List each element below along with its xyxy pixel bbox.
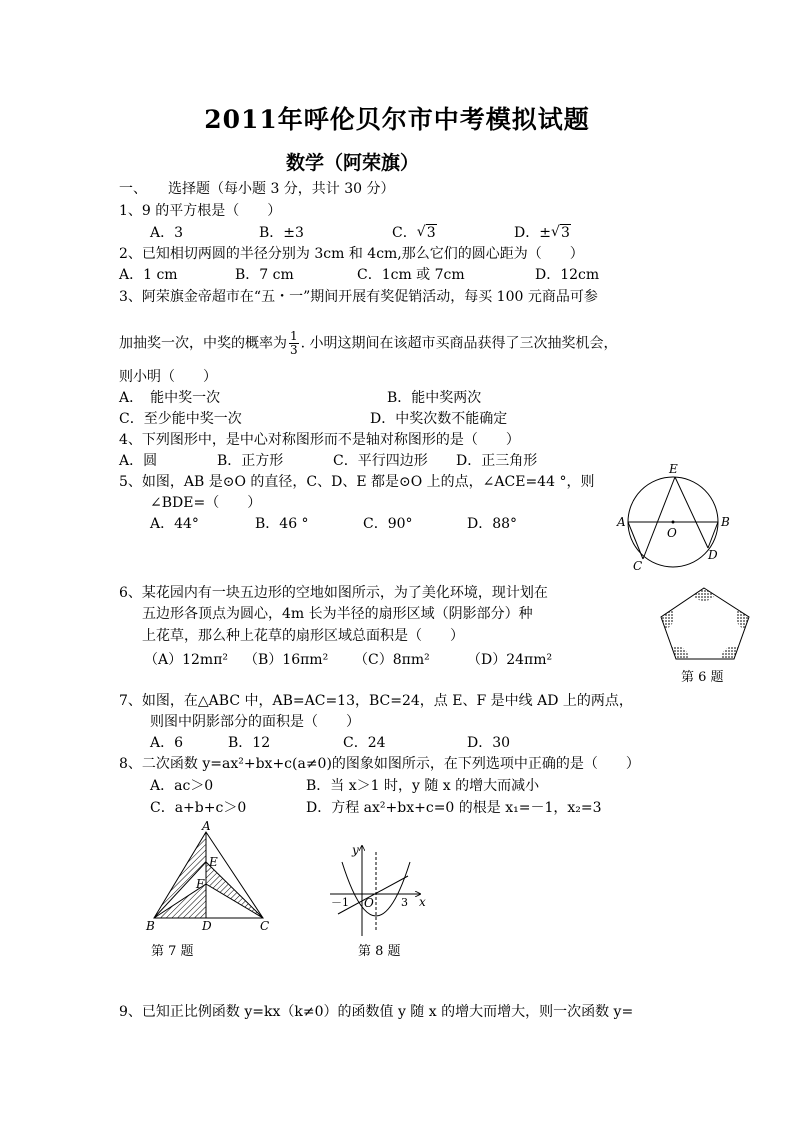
q2-option-b: B．7 cm: [235, 267, 294, 283]
center-point: [672, 521, 675, 524]
segment-ce: [206, 862, 263, 918]
q6-line-3: 上花草，那么种上花草的扇形区域总面积是（ ）: [142, 628, 464, 644]
label-a: A: [617, 515, 626, 529]
label-d: D: [202, 919, 212, 933]
section-heading: 选择题（每小题 3 分，共计 30 分）: [168, 181, 395, 197]
q7-option-c: C．24: [343, 735, 386, 751]
q2-option-a: A．1 cm: [119, 267, 178, 283]
label-d: D: [708, 548, 718, 562]
q1-option-a: A．3: [150, 225, 184, 241]
label-y: y: [352, 843, 359, 857]
q2-stem: 2、已知相切两圆的半径分别为 3cm 和 4cm,那么它们的圆心距为（ ）: [119, 246, 584, 262]
q4-stem: 4、下列图形中，是中心对称图形而不是轴对称图形的是（ ）: [119, 432, 520, 448]
q5-option-a: A．44°: [150, 516, 199, 532]
q4-option-c: C．平行四边形: [333, 453, 428, 469]
q1-option-b: B．±3: [259, 225, 304, 241]
q5-line-1: 5、如图，AB 是⊙O 的直径，C、D、E 都是⊙O 上的点，∠ACE=44 °，则: [119, 474, 595, 490]
label-x: x: [419, 895, 426, 909]
q4-option-a: A．圆: [119, 453, 158, 469]
q7-option-a: A．6: [150, 735, 184, 751]
q4-option-b: B．正方形: [217, 453, 284, 469]
q8-line-1: 8、二次函数 y=ax²+bx+c(a≠0)的图象如图所示，在下列选项中正确的是（ ）: [119, 756, 640, 772]
q5-option-c: C．90°: [363, 516, 413, 532]
page-subtitle: 数学（阿荣旗）: [286, 152, 420, 174]
q6-line-2: 五边形各顶点为圆心，4m 长为半径的扇形区域（阴影部分）种: [142, 606, 533, 622]
chord-ed: [675, 477, 708, 548]
q8-parabola-figure: [322, 840, 432, 940]
q7-caption: 第 7 题: [151, 944, 194, 959]
q7-line-2: 则图中阴影部分的面积是（ ）: [150, 714, 360, 730]
q3-option-b: B．能中奖两次: [387, 390, 482, 406]
q5-option-d: D．88°: [467, 516, 518, 532]
label-e: E: [669, 462, 678, 476]
q6-option-a: （A）12mπ²: [144, 652, 229, 668]
segment-cf: [206, 884, 263, 918]
q8-option-b: B．当 x＞1 时，y 随 x 的增大而减小: [306, 778, 540, 794]
label-e: E: [209, 855, 218, 869]
section-number: 一、: [119, 181, 147, 197]
q5-line-2: ∠BDE=（ ）: [150, 495, 262, 511]
q8-option-a: A．ac＞0: [150, 778, 214, 794]
q2-option-c: C．1cm 或 7cm: [357, 267, 465, 283]
q1-option-c: C．√ 3: [392, 224, 437, 242]
q6-pentagon-figure: [656, 584, 756, 664]
q6-caption: 第 6 题: [681, 670, 724, 685]
q6-line-1: 6、某花园内有一块五边形的空地如图所示，为了美化环境，现计划在: [119, 585, 548, 601]
q2-option-d: D．12cm: [535, 267, 600, 283]
q3-option-c: C．至少能中奖一次: [119, 411, 242, 427]
label-origin: O: [364, 896, 374, 910]
q8-option-d: D．方程 ax²+bx+c=0 的根是 x₁=－1，x₂=3: [306, 800, 602, 816]
q3-option-d: D．中奖次数不能确定: [370, 411, 508, 427]
q7-triangle-figure: [143, 819, 278, 934]
label-a: A: [202, 819, 211, 833]
q5-option-b: B．46 °: [255, 516, 309, 532]
label-c: C: [260, 919, 270, 933]
label-minus-one: －1: [331, 896, 349, 909]
q6-option-c: （C）8πm²: [354, 652, 430, 668]
label-b: B: [146, 919, 155, 933]
q3-fraction: $\frac{1}{3}$: [290, 329, 298, 357]
q4-option-d: D．正三角形: [456, 453, 538, 469]
page-title: 2011年呼伦贝尔市中考模拟试题: [204, 105, 590, 134]
q3-option-a: A． 能中奖一次: [119, 390, 221, 406]
chord-ac: [628, 522, 643, 559]
label-three: 3: [401, 896, 408, 909]
label-b: B: [721, 515, 730, 529]
q5-circle-figure: [615, 462, 740, 577]
q3-line-1: 3、阿荣旗金帝超市在“五・一”期间开展有奖促销活动，每买 100 元商品可参: [119, 289, 598, 305]
q3-line-3: 则小明（ ）: [119, 369, 217, 385]
q1-stem: 1、9 的平方根是（ ）: [119, 203, 282, 219]
q8-caption: 第 8 题: [358, 944, 401, 959]
label-f: F: [196, 877, 205, 891]
q8-option-c: C．a+b+c＞0: [150, 800, 247, 816]
q6-option-b: （B）16πm²: [244, 652, 329, 668]
q6-option-d: （D）24πm²: [467, 652, 553, 668]
q7-option-d: D．30: [467, 735, 511, 751]
q3-line-2: 加抽奖一次，中奖的概率为 $\frac{1}{3}$ . 小明这期间在该超市买商品获得了三次抽奖机会，: [119, 329, 618, 357]
q1-option-d: D．±√ 3: [514, 224, 571, 242]
chord-ec: [643, 477, 675, 559]
label-c: C: [633, 559, 643, 573]
q9-line-1: 9、已知正比例函数 y=kx（k≠0）的函数值 y 随 x 的增大而增大，则一次函数 y=: [119, 1004, 634, 1020]
label-o: O: [667, 526, 677, 540]
q7-line-1: 7、如图，在△ABC 中，AB=AC=13，BC=24，点 E、F 是中线 AD 上的两点，: [119, 693, 633, 709]
q7-option-b: B．12: [228, 735, 271, 751]
